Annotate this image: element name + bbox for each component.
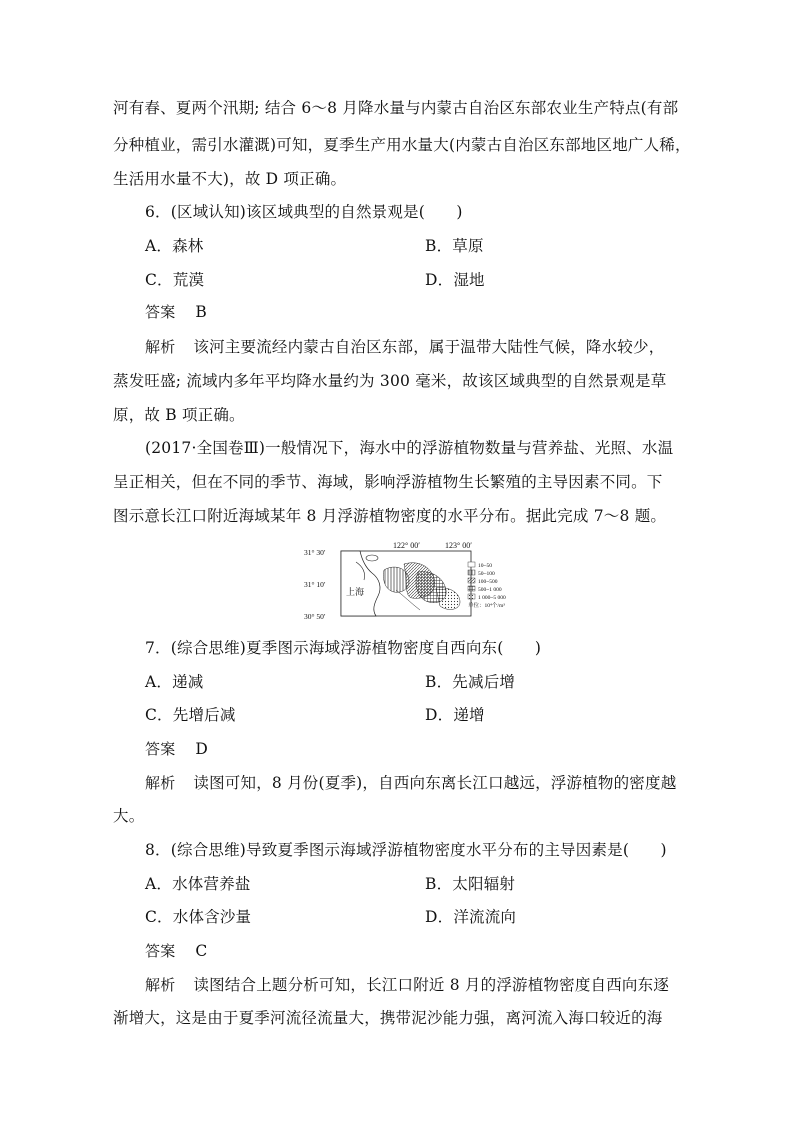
legend-label: 100~500 (478, 579, 498, 585)
answer-value: D (195, 740, 209, 758)
paragraph-line: 生活用水量不大)，故 D 项正确。 (113, 170, 347, 188)
intro-line: 图示意长江口附近海域某年 8 月浮游植物密度的水平分布。据此完成 7～8 题。 (113, 507, 667, 525)
question-6-option-a: A．森林 (145, 237, 204, 255)
analysis-line: 大。 (113, 807, 145, 825)
question-6-answer-row (145, 302, 207, 322)
question-8-option-d: D．洋流流向 (425, 908, 517, 926)
question-7-stem: 7．(综合思维)夏季图示海域浮游植物密度自西向东( ) (145, 639, 542, 657)
question-6-analysis-row (145, 337, 664, 357)
analysis-label: 解析 (145, 774, 176, 792)
answer-label: 答案 (145, 740, 176, 758)
question-7-answer-row (145, 739, 208, 759)
question-7-option-a: A．递减 (145, 673, 204, 691)
map-legend (468, 562, 506, 609)
question-7-analysis-row (145, 773, 676, 793)
analysis-line: 渐增大，这是由于夏季河流径流量大，携带泥沙能力强，离河流入海口较近的海 (113, 1009, 663, 1027)
plankton-density-map (300, 540, 530, 620)
analysis-text: 该河主要流经内蒙古自治区东部，属于温带大陆性气候，降水较少， (193, 338, 665, 356)
intro-line: 呈正相关，但在不同的季节、海域，影响浮游植物生长繁殖的主导因素不同。下 (113, 473, 663, 491)
question-8-option-c: C．水体含沙量 (145, 908, 252, 926)
legend-swatch (468, 586, 475, 591)
latitude-label: 31° 10′ (304, 580, 326, 589)
question-7-option-b: B．先减后增 (425, 673, 516, 691)
question-8-stem: 8．(综合思维)导致夏季图示海域浮游植物密度水平分布的主导因素是( ) (145, 841, 667, 859)
analysis-text: 读图可知，8 月份(夏季)，自西向东离长江口越远，浮游植物的密度越 (193, 774, 677, 792)
analysis-label: 解析 (145, 338, 176, 356)
answer-value: B (195, 303, 207, 321)
intro-line: (2017·全国卷Ⅲ)一般情况下，海水中的浮游植物数量与营养盐、光照、水温 (145, 439, 674, 457)
answer-label: 答案 (145, 303, 176, 321)
question-6-option-b: B．草原 (425, 237, 484, 255)
latitude-label: 30° 50′ (304, 612, 326, 620)
legend-swatch (468, 570, 475, 575)
legend-label: 1 000~5 000 (478, 595, 506, 601)
longitude-label: 122° 00′ (393, 541, 420, 550)
analysis-line: 原，故 B 项正确。 (113, 406, 245, 424)
question-6-stem: 6．(区域认知)该区域典型的自然景观是( ) (145, 203, 463, 221)
answer-value: C (195, 942, 208, 960)
longitude-label: 123° 00′ (445, 541, 472, 550)
legend-label: 500~1 000 (478, 587, 502, 593)
island (366, 555, 378, 561)
question-8-answer-row (145, 941, 207, 961)
analysis-label: 解析 (145, 976, 176, 994)
city-label: 上海 (346, 587, 365, 597)
answer-label: 答案 (145, 942, 176, 960)
paragraph-line: 河有春、夏两个汛期; 结合 6～8 月降水量与内蒙古自治区东部农业生产特点(有部 (113, 99, 679, 117)
question-6-option-c: C．荒漠 (145, 271, 205, 289)
legend-swatch (468, 562, 475, 567)
legend-label: 10~50 (478, 563, 492, 569)
question-8-option-b: B．太阳辐射 (425, 875, 516, 893)
legend-label: 50~100 (478, 571, 495, 577)
question-7-option-c: C．先增后减 (145, 706, 236, 724)
latitude-label: 31° 30′ (304, 548, 326, 557)
analysis-text: 读图结合上题分析可知，长江口附近 8 月的浮游植物密度自西向东逐 (193, 976, 670, 994)
legend-unit: 单位：10⁴个/m³ (468, 603, 505, 609)
legend-swatch (468, 594, 475, 599)
question-7-option-d: D．递增 (425, 706, 485, 724)
question-8-option-a: A．水体营养盐 (145, 875, 251, 893)
question-8-analysis-row (145, 975, 669, 995)
analysis-line: 蒸发旺盛; 流域内多年平均降水量约为 300 毫米，故该区域典型的自然景观是草 (113, 372, 667, 390)
paragraph-line: 分种植业，需引水灌溉)可知，夏季生产用水量大(内蒙古自治区东部地区地广人稀， (113, 136, 691, 154)
question-6-option-d: D．湿地 (425, 271, 485, 289)
legend-swatch (468, 578, 475, 583)
